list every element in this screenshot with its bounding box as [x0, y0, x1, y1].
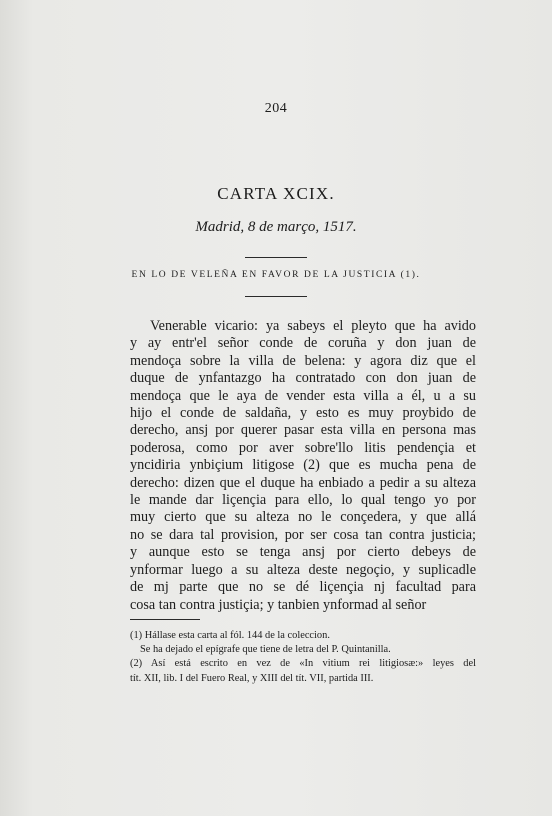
body-line: duque de ynfantazgo ha contratado con don juan de	[130, 370, 476, 387]
body-line: cosa tan contra justiçia; y tanbien ynformad al señor	[130, 596, 427, 613]
body-line: poderosa, como por aver sobre'llo litis pendençia et	[130, 439, 476, 456]
page-number: 204	[264, 101, 288, 116]
footnote: (2) Así está escrito en vez de «In vitium rei litigiosæ:» leyes del	[130, 658, 476, 670]
letter-title: CARTA XCIX.	[217, 184, 335, 203]
letter-heading: EN LO DE VELEÑA EN FAVOR DE LA JUSTICIA (1).	[131, 270, 421, 280]
body-line: mendoça sobre la villa de belena: y agora diz que el	[130, 352, 476, 369]
body-line: Venerable vicario: ya sabeys el pleyto que ha avido	[150, 318, 476, 334]
footnote: (1) Hállase esta carta al fól. 144 de la coleccion.	[130, 630, 330, 641]
letter-body	[130, 318, 476, 614]
body-line: y ay entr'el señor conde de coruña y don juan de	[130, 335, 476, 352]
body-line: no se dara tal provision, por ser cosa tan contra justicia;	[130, 526, 476, 543]
body-line: de mj parte que no se dé liçençia nj facultad para	[130, 579, 476, 596]
body-line: ynformar luego a su alteza deste negoçio, y suplicadle	[130, 561, 476, 578]
place-date: Madrid, 8 de março, 1517.	[195, 219, 357, 235]
footnotes	[130, 629, 476, 686]
body-line: hijo el conde de saldaña, y esto es muy proybido de	[130, 405, 476, 422]
body-line: yncidiria ynbiçium litigose (2) que es mucha pena de	[130, 457, 476, 474]
body-line: derecho, ansj por querer pasar esta villa en persona mas	[130, 422, 476, 439]
footnote: Se ha dejado el epígrafe que tiene de letra del P. Quintanilla.	[140, 644, 391, 656]
footnote: tít. XII, lib. I del Fuero Real, y XIII del tít. VII, partida III.	[130, 672, 374, 684]
heading-rule-top	[245, 257, 307, 258]
footnote-rule	[130, 619, 200, 620]
body-line: muy cierto que su alteza no le conçedera, y que allá	[130, 509, 476, 526]
body-line: mendoça que le aya de vender esta villa a él, u a su	[130, 387, 476, 404]
body-line: le mande dar liçençia para ello, lo qual tengo yo por	[130, 492, 476, 509]
body-line: derecho: dizen que el duque ha enbiado a pedir a su alteza	[130, 474, 476, 491]
heading-rule-bottom	[245, 296, 307, 297]
body-line: y aunque esto se tenga ansj por cierto debeys de	[130, 544, 476, 561]
